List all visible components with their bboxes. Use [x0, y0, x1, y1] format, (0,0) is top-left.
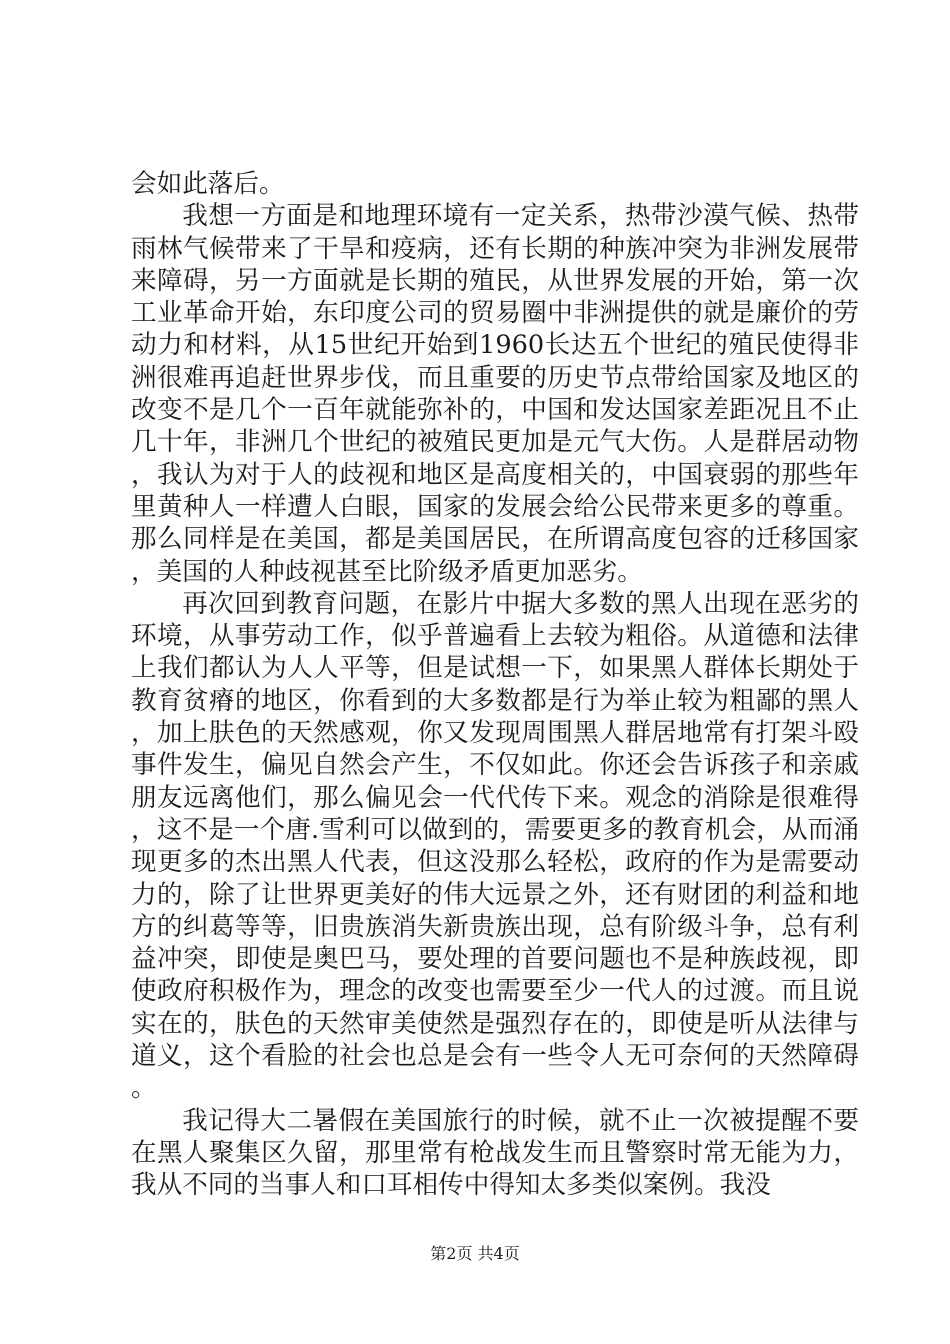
- paragraph-education: 再次回到教育问题，在影片中据大多数的黑人出现在恶劣的环境，从事劳动工作，似乎普遍看上去较为粗俗。从道德和法律上我们都认为人人平等，但是试想一下，如果黑人群体长期处于教育贫瘠的地区，你看到的大多数都是行为举止较为粗鄙的黑人，加上肤色的天然感观，你又发现周围黑人群居地常有打架斗殴事件发生，偏见自然会产生，不仅如此。你还会告诉孩子和亲戚朋友远离他们，那么偏见会一代代传下来。观念的消除是很难得，这不是一个唐.雪利可以做到的，需要更多的教育机会，从而涌现更多的杰出黑人代表，但这没那么轻松，政府的作为是需要动力的，除了让世界更美好的伟大远景之外，还有财团的利益和地方的纠葛等等，旧贵族消失新贵族出现，总有阶级斗争，总有利益冲突，即使是奥巴马，要处理的首要问题也不是种族歧视，即使政府积极作为，理念的改变也需要至少一代人的过渡。而且说实在的，肤色的天然审美使然是强烈存在的，即使是听从法律与道义，这个看脸的社会也总是会有一些令人无可奈何的天然障碍。: [131, 588, 859, 1104]
- document-body: [131, 168, 859, 1202]
- page-footer: 第2页 共4页: [430, 1244, 520, 1263]
- paragraph-continuation: 会如此落后。: [131, 169, 285, 199]
- paragraph-geography-colonialism: 我想一方面是和地理环境有一定关系，热带沙漠气候、热带雨林气候带来了干旱和疫病，还有长期的种族冲突为非洲发展带来障碍，另一方面就是长期的殖民，从世界发展的开始，第一次工业革命开始，东印度公司的贸易圈中非洲提供的就是廉价的劳动力和材料，从15世纪开始到1960长达五个世纪的殖民使得非洲很难再追赶世界步伐，而且重要的历史节点带给国家及地区的改变不是几个一百年就能弥补的，中国和发达国家差距况且不止几十年，非洲几个世纪的被殖民更加是元气大伤。人是群居动物，我认为对于人的歧视和地区是高度相关的，中国衰弱的那些年里黄种人一样遭人白眼，国家的发展会给公民带来更多的尊重。那么同样是在美国，都是美国居民，在所谓高度包容的迁移国家，美国的人种歧视甚至比阶级矛盾更加恶劣。: [131, 201, 859, 587]
- paragraph-travel-memory: 我记得大二暑假在美国旅行的时候，就不止一次被提醒不要在黑人聚集区久留，那里常有枪战发生而且警察时常无能为力，我从不同的当事人和口耳相传中得知太多类似案例。我没: [131, 1105, 859, 1201]
